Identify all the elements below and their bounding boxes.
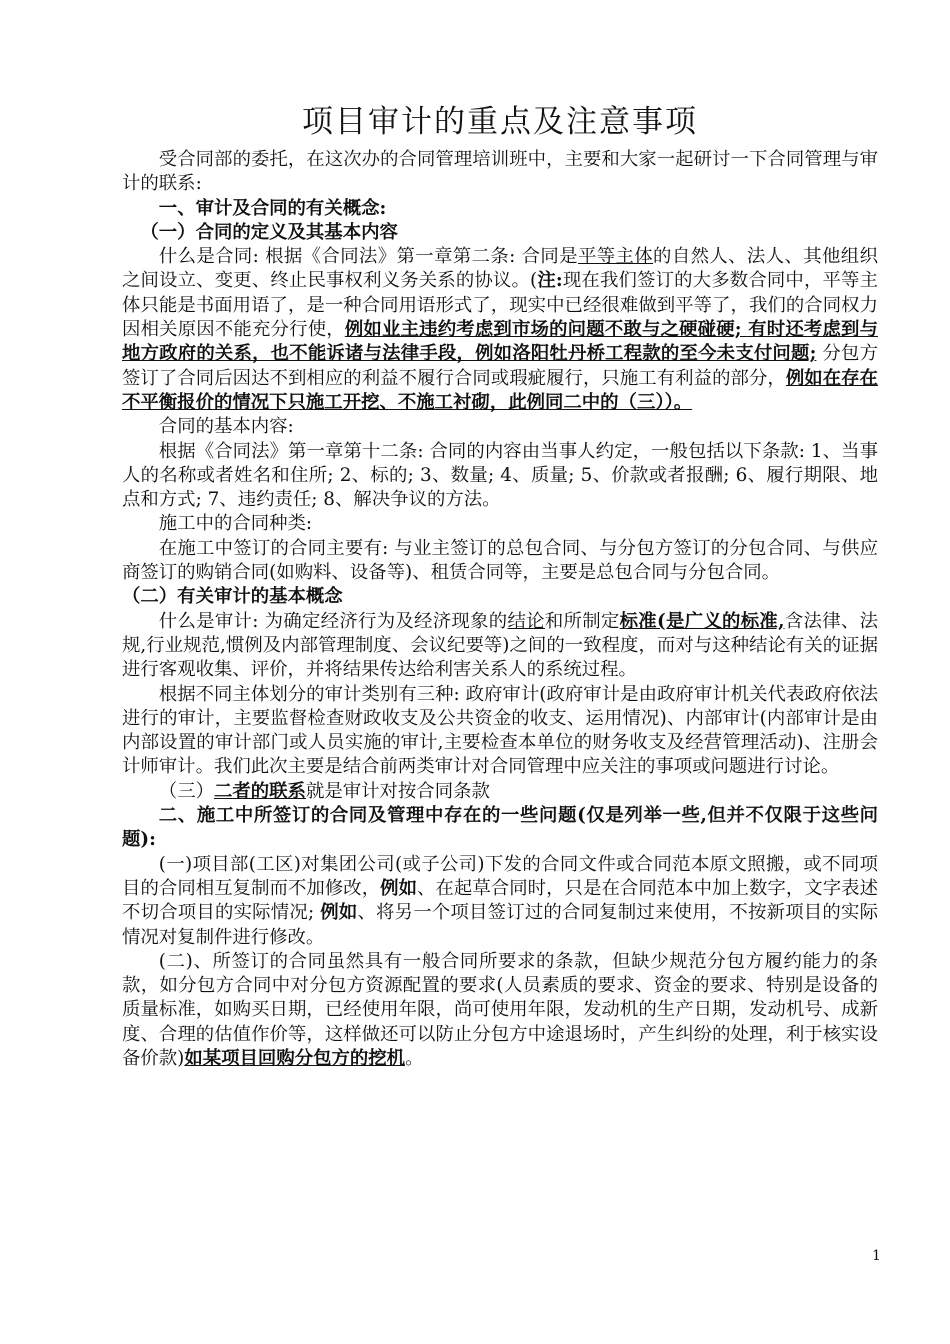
subsection-heading-contract: （一）合同的定义及其基本内容 (140, 221, 398, 243)
paragraph-contract-content: 根据《合同法》第一章第十二条: 合同的内容由当事人约定，一般包括以下条款: 1、当事人的名称或者姓名和住所; 2、标的; 3、数量; 4、质量; 5、价款或者报酬; 6、履行期限、地点和方式; 7、违约责任; 8、解决争议的方法。 (122, 440, 878, 511)
section-heading-1: 一、审计及合同的有关概念: (158, 197, 387, 219)
intro-paragraph: 受合同部的委托，在这次办的合同管理培训班中，主要和大家一起研讨一下合同管理与审计的联系: (122, 149, 878, 195)
section-heading-2: 二、施工中所签订的合同及管理中存在的一些问题(仅是列举一些,但并不仅限于这些问题): (122, 805, 878, 851)
document-page (122, 100, 878, 1071)
paragraph-contract-types: 在施工中签订的合同主要有: 与业主签订的总包合同、与分包方签订的分包合同、与供应商签订的购销合同(如购料、设备等)、租赁合同等，主要是总包合同与分包合同。 (122, 537, 878, 584)
paragraph-problem-2: (二)、所签订的合同虽然具有一般合同所要求的条款，但缺少规范分包方履约能力的条款，如分包方合同中对分包方资源配置的要求(人员素质的要求、资金的要求、特别是设备的质量标准，如购买日期，已经使用年限，尚可使用年限，发动机的生产日期，发动机号、成新度、合理的估值作价等，这样做还可以防止分包方中途退场时，产生纠纷的处理，利于核实设备价款)如某项目回购分包方的挖机。 (122, 950, 878, 1069)
paragraph-audit-types: 根据不同主体划分的审计类别有三种: 政府审计(政府审计是由政府审计机关代表政府依法进行的审计，主要监督检查财政收支及公共资金的收支、运用情况)、内部审计(内部审计是由内部设置的审计部门或人员实施的审计,主要检查本单位的财务收支及经营管理活动)、注册会计师审计。我们此次主要是结合前两类审计对合同管理中应关注的事项或问题进行讨论。 (122, 683, 878, 778)
paragraph-audit-definition: 什么是审计: 为确定经济行为及经济现象的结论和所制定标准(是广义的标准,含法律、法规,行业规范,惯例及内部管理制度、会议纪要等)之间的一致程度，而对与这种结论有关的证据进行客观收集、评价，并将结果传达给利害关系人的系统过程。 (122, 610, 878, 681)
paragraph-contract-types-label: 施工中的合同种类: (158, 513, 313, 535)
paragraph-relation: （三）二者的联系就是审计对按合同条款 (158, 780, 490, 802)
page-number: 1 (872, 1248, 881, 1264)
document-title: 项目审计的重点及注意事项 (302, 104, 698, 140)
paragraph-contract-content-label: 合同的基本内容: (158, 416, 294, 438)
subsection-heading-audit: （二）有关审计的基本概念 (122, 586, 343, 608)
paragraph-problem-1: (一)项目部(工区)对集团公司(或子公司)下发的合同文件或合同范本原文照搬，或不同项目的合同相互复制而不加修改，例如、在起草合同时，只是在合同范本中加上数字，文字表述不切合项目的实际情况; 例如、将另一个项目签订过的合同复制过来使用，不按新项目的实际情况对复制件进行修改。 (122, 853, 878, 948)
paragraph-contract-definition: 什么是合同: 根据《合同法》第一章第二条: 合同是平等主体的自然人、法人、其他组织之间设立、变更、终止民事权利义务关系的协议。(注:现在我们签订的大多数合同中，平等主体只能是书面用语了，是一种合同用语形式了，现实中已经很难做到平等了，我们的合同权力因相关原因不能充分行使，例如业主违约考虑到市场的问题不敢与之硬碰硬; 有时还考虑到与地方政府的关系，也不能诉诸与法律手段，例如洛阳牡丹桥工程款的至今未支付问题; 分包方签订了合同后因达不到相应的利益不履行合同或瑕疵履行，只施工有利益的部分，例如在存在不平衡报价的情况下只施工开挖、不施工衬砌，此例同二中的（三））。 (122, 246, 878, 413)
